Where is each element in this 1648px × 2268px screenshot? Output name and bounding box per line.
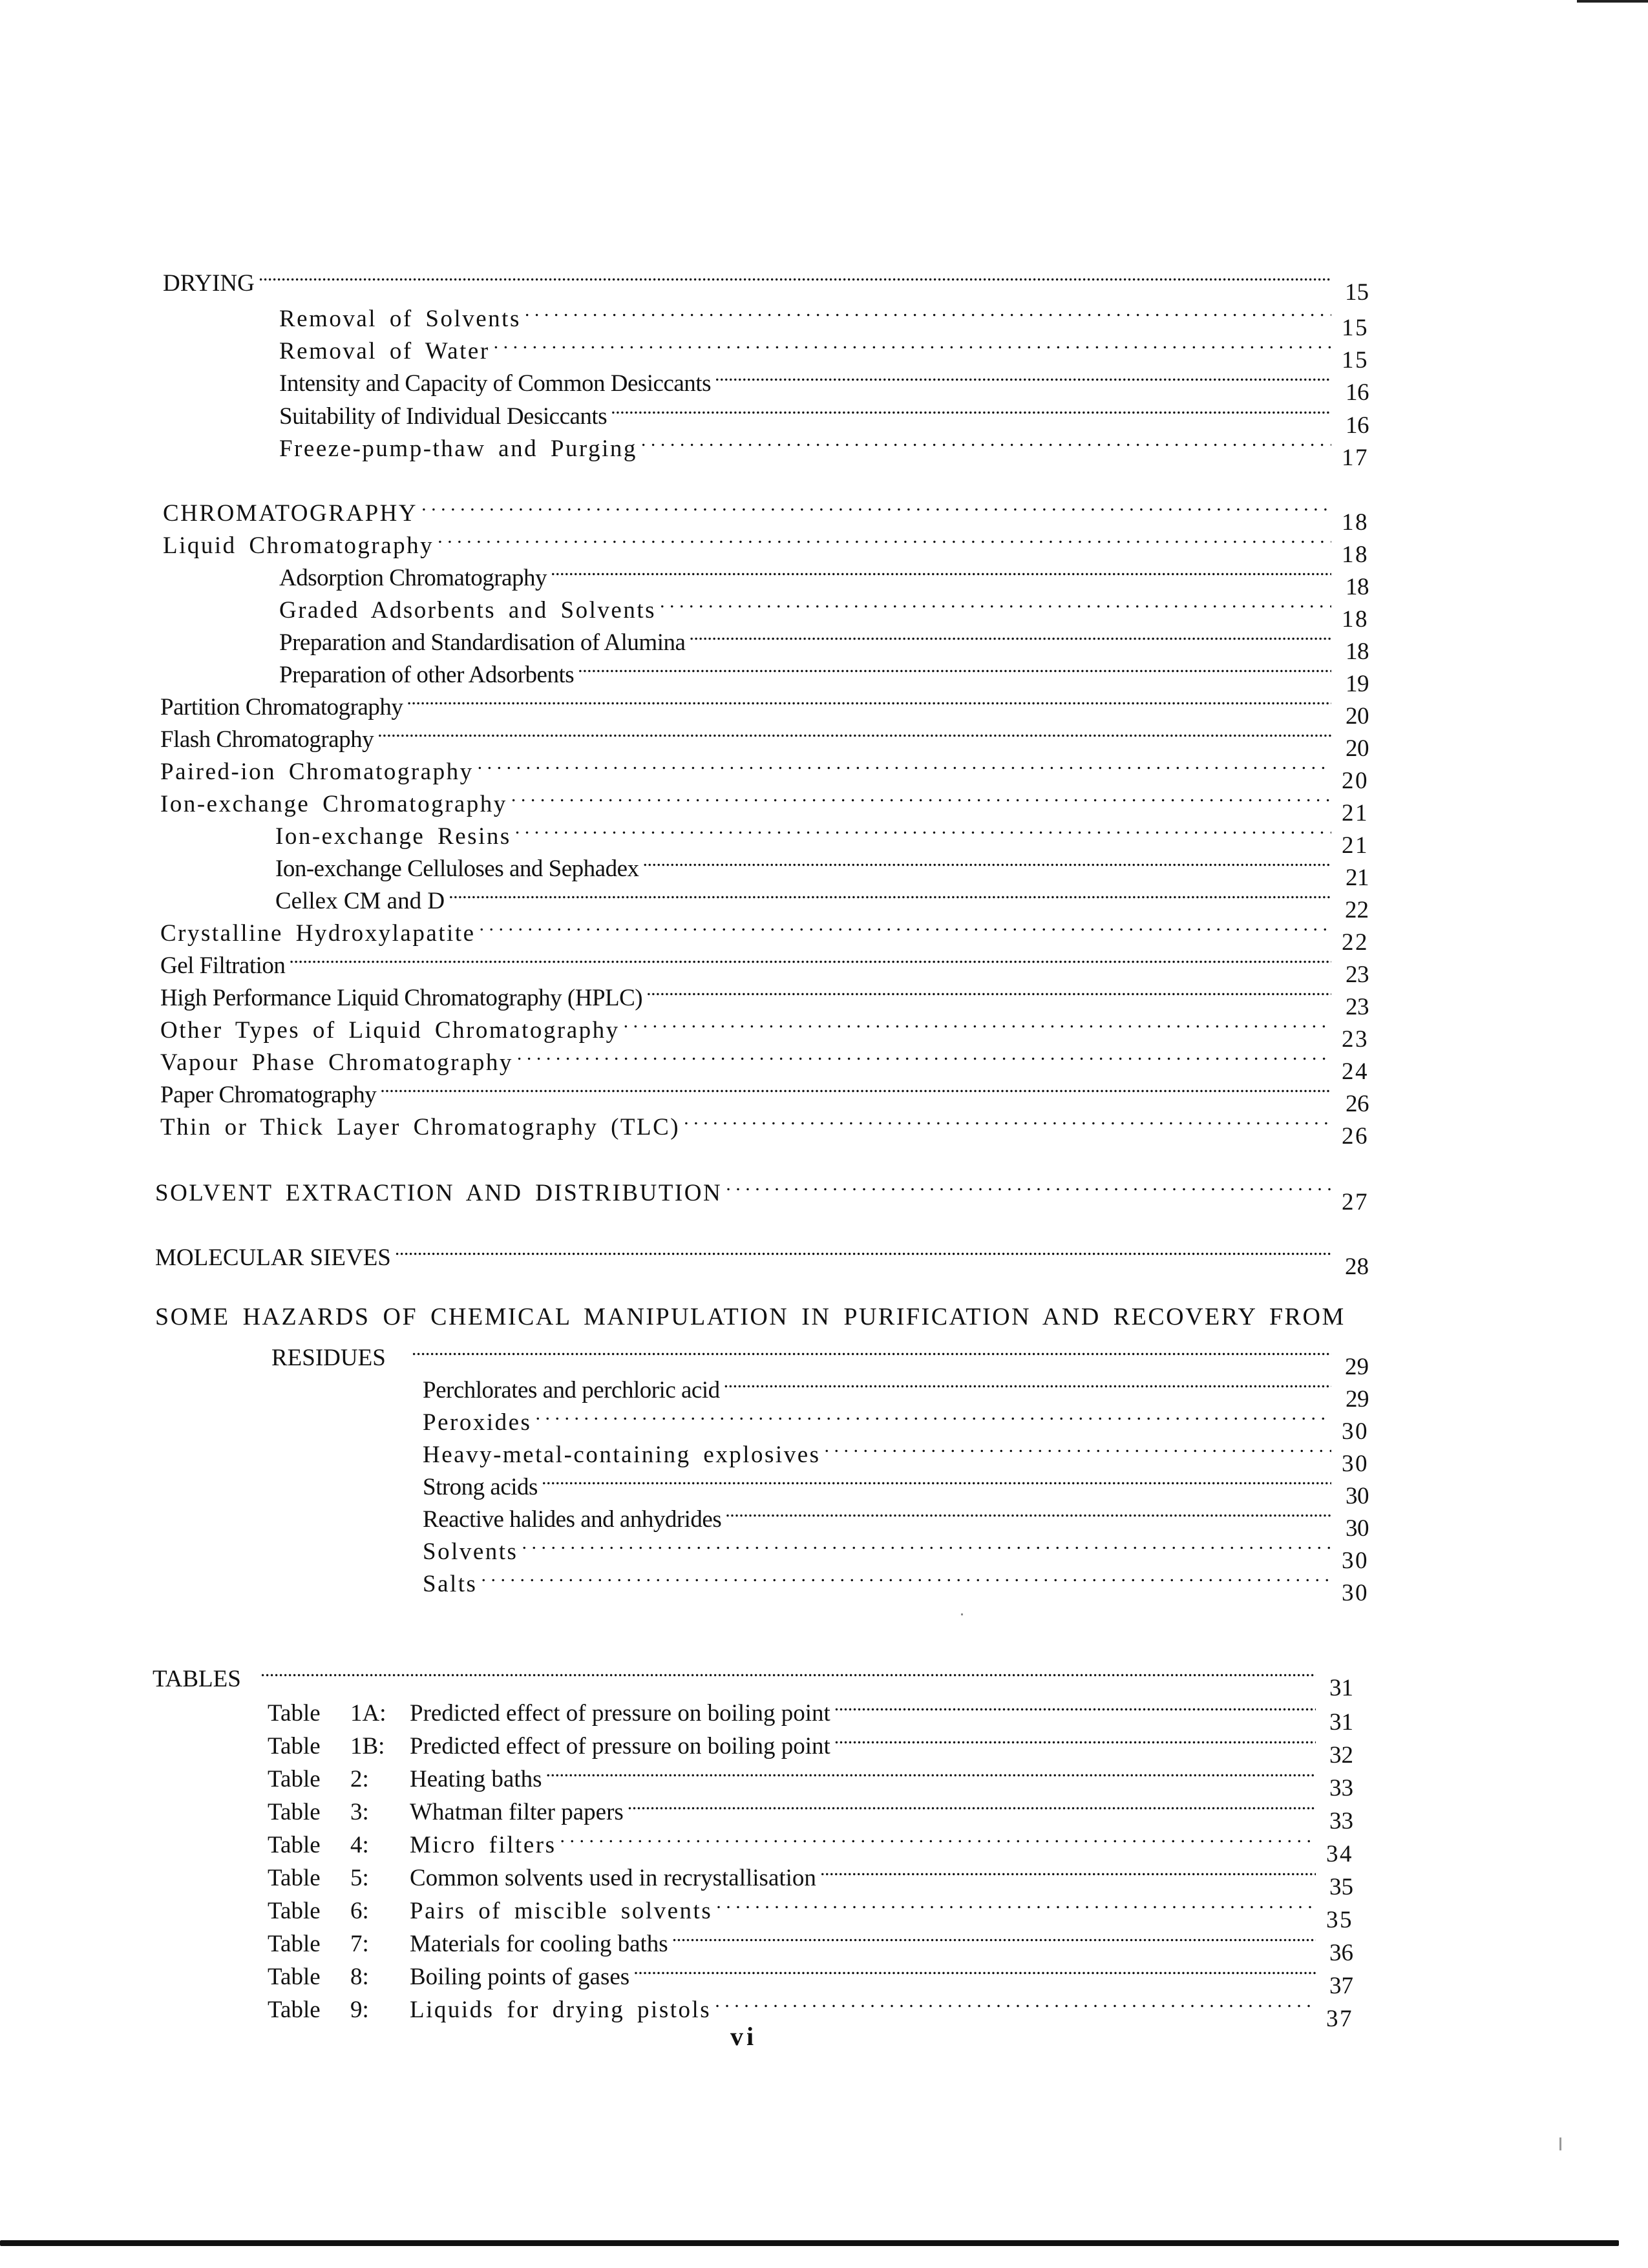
table-number: Table 1A: <box>268 1700 386 1727</box>
toc-table-entry[interactable] <box>268 1919 1353 1966</box>
dot-leader <box>377 715 1331 747</box>
dot-leader <box>522 1527 1331 1559</box>
toc-label: RESIDUES <box>271 1345 386 1371</box>
toc-label: Removal of Solvents <box>279 306 521 332</box>
toc-page-number: 30 <box>1342 1580 1369 1606</box>
toc-page-number: 35 <box>1329 1874 1353 1900</box>
toc-label: DRYING <box>163 270 255 297</box>
dot-leader <box>515 812 1331 844</box>
toc-label: Peroxides <box>423 1409 532 1436</box>
toc-page-number: 16 <box>1346 379 1369 406</box>
toc-label: Gel Filtration <box>160 952 286 979</box>
toc-label: Suitability of Individual Desiccants <box>279 403 607 430</box>
toc-entry[interactable] <box>160 1102 1369 1150</box>
table-number: Table 7: <box>268 1931 369 1957</box>
dot-leader <box>260 1654 1316 1686</box>
toc-label: Graded Adsorbents and Solvents <box>279 597 657 624</box>
toc-page-number: 22 <box>1345 897 1369 923</box>
toc-label: Predicted effect of pressure on boiling point <box>410 1700 830 1727</box>
table-number: Table 1B: <box>268 1733 385 1759</box>
dot-leader <box>542 1462 1331 1495</box>
toc-label: Strong acids <box>423 1474 538 1500</box>
toc-label: Solvents <box>423 1538 518 1565</box>
toc-entry[interactable] <box>160 1038 1369 1085</box>
toc-entry[interactable] <box>279 359 1369 406</box>
scan-speck <box>961 1613 963 1615</box>
toc-table-entry[interactable] <box>268 1754 1353 1801</box>
dot-leader <box>535 1398 1331 1430</box>
toc-page-number: 37 <box>1329 1973 1353 1999</box>
dot-leader <box>660 585 1331 618</box>
dot-leader <box>478 747 1331 779</box>
toc-entry[interactable] <box>279 618 1369 665</box>
toc-label: SOLVENT EXTRACTION AND DISTRIBUTION <box>155 1180 723 1206</box>
toc-heading-drying[interactable] <box>163 258 1369 306</box>
toc-label: Thin or Thick Layer Chromatography (TLC) <box>160 1114 681 1140</box>
toc-label: Predicted effect of pressure on boiling point <box>410 1733 830 1759</box>
toc-page-number: 30 <box>1342 1451 1369 1477</box>
toc-heading-chromatography[interactable] <box>163 488 1369 536</box>
toc-entry[interactable] <box>423 1430 1369 1477</box>
toc-label: Crystalline Hydroxylapatite <box>160 920 476 947</box>
toc-label: Heating baths <box>410 1766 542 1792</box>
toc-page-number: 22 <box>1342 929 1369 956</box>
dot-leader <box>511 779 1331 812</box>
toc-label: Ion-exchange Resins <box>275 823 511 850</box>
toc-page-number: 23 <box>1346 994 1369 1020</box>
toc-page-number: 33 <box>1329 1808 1353 1834</box>
toc-page-number: 28 <box>1345 1254 1369 1280</box>
toc-label: TABLES <box>153 1666 241 1692</box>
toc-label: Liquids for drying pistols <box>410 1997 712 2023</box>
toc-entry[interactable] <box>423 1365 1369 1412</box>
toc-page-number: 16 <box>1346 412 1369 439</box>
dot-leader <box>684 1102 1331 1135</box>
toc-page-number: 18 <box>1346 638 1369 665</box>
toc-page-number: 33 <box>1329 1775 1353 1801</box>
toc-label: Common solvents used in recrystallisation <box>410 1865 816 1891</box>
dot-leader <box>716 1886 1316 1918</box>
toc-entry[interactable] <box>423 1527 1369 1574</box>
table-number: Table 8: <box>268 1964 369 1990</box>
toc-label: Partition Chromatography <box>160 694 403 720</box>
dot-leader <box>646 973 1331 1005</box>
dot-leader <box>480 908 1331 941</box>
table-number: Table 5: <box>268 1865 369 1891</box>
toc-entry[interactable] <box>160 682 1369 730</box>
toc-label: CHROMATOGRAPHY <box>163 500 418 527</box>
toc-label: Paper Chromatography <box>160 1082 377 1108</box>
dot-leader <box>825 1430 1331 1462</box>
toc-label: Vapour Phase Chromatography <box>160 1049 513 1076</box>
toc-entry[interactable] <box>423 1398 1369 1445</box>
toc-page-number: 17 <box>1342 445 1369 471</box>
toc-label: Perchlorates and perchloric acid <box>423 1377 720 1403</box>
toc-page-number: 30 <box>1346 1483 1369 1509</box>
toc-table-entry[interactable] <box>268 1886 1353 1933</box>
toc-page-number: 35 <box>1326 1907 1353 1933</box>
toc-page-number: 20 <box>1346 703 1369 730</box>
toc-table-entry[interactable] <box>268 1985 1353 2032</box>
dot-leader <box>820 1853 1316 1885</box>
dot-leader <box>726 1168 1331 1201</box>
toc-entry[interactable] <box>275 812 1369 859</box>
toc-label: Materials for cooling baths <box>410 1931 668 1957</box>
toc-page-number: 18 <box>1346 574 1369 600</box>
toc-label: Adsorption Chromatography <box>279 565 547 591</box>
toc-label: Intensity and Capacity of Common Desiccants <box>279 370 711 397</box>
toc-page-number: 23 <box>1342 1026 1369 1053</box>
toc-page-number: 18 <box>1342 509 1369 536</box>
toc-page-number: 20 <box>1342 768 1369 794</box>
toc-page-number: 15 <box>1342 347 1369 373</box>
toc-label: Whatman filter papers <box>410 1799 624 1825</box>
toc-table-entry[interactable] <box>268 1787 1353 1834</box>
toc-page-number: 29 <box>1345 1354 1369 1380</box>
table-number: Table 2: <box>268 1766 369 1792</box>
toc-label: Cellex CM and D <box>275 888 445 914</box>
toc-table-entry[interactable] <box>268 1853 1353 1900</box>
toc-entry[interactable] <box>160 1070 1369 1117</box>
toc-table-entry[interactable] <box>268 1820 1353 1867</box>
dot-leader <box>643 844 1331 876</box>
toc-entry[interactable] <box>275 876 1369 923</box>
dot-leader <box>551 553 1331 585</box>
toc-page-number: 30 <box>1342 1548 1369 1574</box>
toc-entry[interactable] <box>423 1559 1369 1606</box>
dot-leader <box>380 1070 1331 1102</box>
dot-leader <box>628 1787 1316 1820</box>
toc-page-number: 21 <box>1342 832 1369 859</box>
toc-entry[interactable] <box>160 908 1369 956</box>
toc-table-entry[interactable] <box>268 1688 1353 1736</box>
dot-leader <box>715 359 1331 391</box>
dot-leader <box>421 488 1331 521</box>
toc-page-number: 26 <box>1342 1123 1369 1150</box>
toc-page-number: 29 <box>1346 1386 1369 1412</box>
bottom-rule <box>0 2240 1619 2246</box>
dot-leader <box>578 650 1331 682</box>
toc-entry[interactable] <box>160 1005 1369 1053</box>
dot-leader <box>834 1688 1316 1721</box>
dot-leader <box>438 521 1331 553</box>
toc-table-entry[interactable] <box>268 1721 1353 1769</box>
toc-label: Pairs of miscible solvents <box>410 1898 713 1924</box>
page-number-footer: vi <box>730 2022 757 2051</box>
toc-page-number: 31 <box>1329 1709 1353 1736</box>
toc-label: Flash Chromatography <box>160 726 374 753</box>
dot-leader <box>724 1365 1331 1398</box>
toc-table-entry[interactable] <box>268 1952 1353 1999</box>
dot-leader <box>412 1333 1331 1365</box>
toc-entry[interactable] <box>279 326 1369 373</box>
dot-leader <box>715 1985 1316 2017</box>
toc-label: Heavy-metal-containing explosives <box>423 1442 821 1468</box>
dot-leader <box>611 392 1331 424</box>
toc-label: MOLECULAR SIEVES <box>155 1244 391 1271</box>
toc-label: Ion-exchange Chromatography <box>160 791 507 817</box>
toc-heading-molecular-sieves[interactable] <box>155 1233 1369 1280</box>
toc-entry[interactable] <box>275 844 1369 891</box>
dot-leader <box>449 876 1331 908</box>
dot-leader <box>494 326 1331 359</box>
toc-entry[interactable] <box>279 585 1369 633</box>
dot-leader <box>624 1005 1331 1038</box>
dot-leader <box>545 1754 1316 1787</box>
toc-heading-solvent-extraction[interactable] <box>155 1168 1369 1215</box>
toc-entry[interactable] <box>279 424 1369 471</box>
dot-leader <box>407 682 1331 715</box>
toc-page-number: 15 <box>1342 315 1369 341</box>
dot-leader <box>633 1952 1316 1984</box>
toc-label: Other Types of Liquid Chromatography <box>160 1017 620 1044</box>
toc-entry[interactable] <box>279 553 1369 600</box>
toc-page-number: 26 <box>1346 1091 1369 1117</box>
toc-label: Preparation of other Adsorbents <box>279 662 575 688</box>
toc-page-number: 19 <box>1346 671 1369 697</box>
toc-heading-hazards-continued[interactable] <box>271 1333 1369 1380</box>
toc-entry[interactable] <box>160 973 1369 1020</box>
toc-page-number: 30 <box>1342 1418 1369 1445</box>
toc-entry[interactable] <box>163 521 1369 568</box>
dot-leader <box>672 1919 1316 1951</box>
dot-leader <box>517 1038 1331 1070</box>
dot-leader <box>725 1495 1331 1527</box>
dot-leader <box>560 1820 1316 1853</box>
toc-label: Ion-exchange Celluloses and Sephadex <box>275 856 639 882</box>
scan-speck <box>1559 2137 1561 2150</box>
dot-leader <box>481 1559 1331 1591</box>
toc-entry[interactable] <box>160 779 1369 826</box>
toc-label: Paired-ion Chromatography <box>160 759 474 785</box>
toc-label: Reactive halides and anhydrides <box>423 1506 722 1533</box>
toc-page-number: 36 <box>1329 1940 1353 1966</box>
toc-page-number: 15 <box>1345 279 1369 306</box>
toc-label: Freeze-pump-thaw and Purging <box>279 436 637 462</box>
toc-page-number: 23 <box>1346 961 1369 988</box>
table-number: Table 3: <box>268 1799 369 1825</box>
toc-label: Boiling points of gases <box>410 1964 630 1990</box>
toc-page-number: 18 <box>1342 541 1369 568</box>
toc-entry[interactable] <box>279 650 1369 697</box>
toc-page-number: 37 <box>1326 2006 1353 2032</box>
toc-page-number: 20 <box>1346 735 1369 762</box>
toc-entry[interactable] <box>279 392 1369 439</box>
toc-page-number: 30 <box>1346 1515 1369 1542</box>
toc-page-number: 18 <box>1342 606 1369 633</box>
toc-entry[interactable] <box>279 294 1369 341</box>
dot-leader <box>525 294 1331 326</box>
toc-entry[interactable] <box>160 747 1369 794</box>
toc-label: Micro filters <box>410 1832 556 1858</box>
dot-leader <box>641 424 1331 456</box>
toc-heading-hazards[interactable]: SOME HAZARDS OF CHEMICAL MANIPULATION IN PURIFICATION AND RECOVERY FROM <box>155 1303 1346 1330</box>
toc-entry[interactable] <box>160 715 1369 762</box>
toc-page-number: 21 <box>1346 865 1369 891</box>
dot-leader <box>689 618 1331 650</box>
toc-heading-tables[interactable] <box>153 1654 1353 1701</box>
toc-label: Removal of Water <box>279 338 490 364</box>
toc-page-number: 34 <box>1326 1841 1353 1867</box>
toc-label: High Performance Liquid Chromatography (HPLC) <box>160 985 643 1011</box>
toc-page-number: 21 <box>1342 800 1369 826</box>
toc-label: Liquid Chromatography <box>163 532 434 559</box>
table-number: Table 9: <box>268 1997 369 2023</box>
toc-page-number: 32 <box>1329 1742 1353 1769</box>
table-number: Table 6: <box>268 1898 369 1924</box>
toc-entry[interactable] <box>423 1495 1369 1542</box>
toc-label: Preparation and Standardisation of Alumina <box>279 629 686 656</box>
dot-leader <box>259 258 1331 291</box>
toc-entry[interactable] <box>160 941 1369 988</box>
toc-entry[interactable] <box>423 1462 1369 1509</box>
dot-leader <box>289 941 1331 973</box>
toc-page-number: 31 <box>1329 1675 1353 1701</box>
toc-page-number: 27 <box>1342 1189 1369 1215</box>
dot-leader <box>395 1233 1331 1265</box>
dot-leader <box>834 1721 1316 1754</box>
table-number: Table 4: <box>268 1832 369 1858</box>
toc-page-number: 24 <box>1342 1058 1369 1085</box>
toc-label: Salts <box>423 1571 478 1597</box>
